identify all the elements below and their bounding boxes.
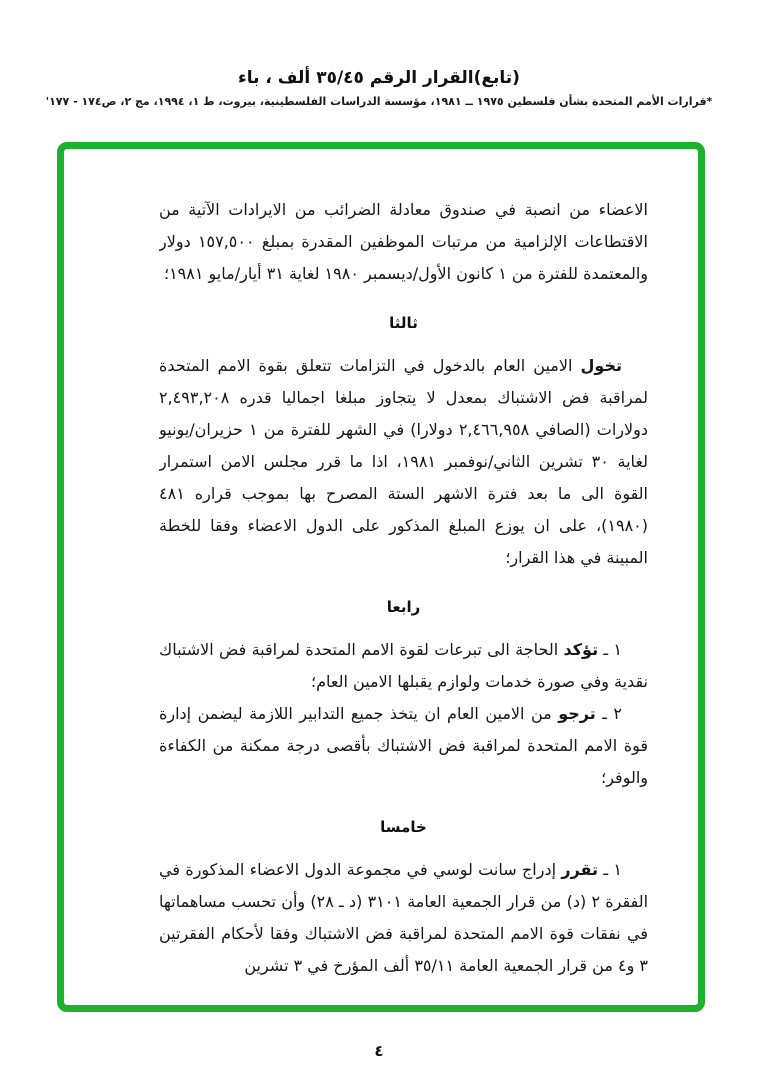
section-heading-third: ثالثا <box>389 314 418 332</box>
paragraph-text: الحاجة الى تبرعات لقوة الامم المتحدة لمراقبة فض الاشتباك نقدية وفي صورة خدمات ولوازم يقبلها الامين العام؛ <box>159 640 648 691</box>
intro-paragraph: الاعضاء من انصبة في صندوق معادلة الضرائب من الايرادات الآتية من الاقتطاعات الإلزامية من مرتبات الموظفين المقدرة بمبلغ ١٥٧,٥٠٠ دولار والمعتمدة للفترة من ١ كانون الأول/ديسمبر ١٩٨٠ لغاية ٣١ أيار/مايو ١٩٨١؛ <box>159 200 648 283</box>
paragraph-prefix: ١ ـ <box>598 860 622 879</box>
paragraph <box>159 698 648 794</box>
paragraph <box>159 350 648 574</box>
operative-verb: تقرر <box>561 860 599 879</box>
paragraph-prefix: ١ ـ <box>598 640 623 659</box>
section-heading-fifth: خامسا <box>380 818 427 836</box>
page-number: ٤ <box>374 1042 384 1060</box>
paragraph-prefix: ٢ ـ <box>595 704 622 723</box>
operative-verb: ترجو <box>558 704 596 723</box>
paragraph <box>159 634 648 698</box>
source-citation: *قرارات الأمم المتحدة بشأن فلسطين ١٩٧٥ ــ ١٩٨١، مؤسسة الدراسات الفلسطينية، بيروت، ط ١، ١٩٩٤، مج ٢، ص١٧٤ - ١٧٧' <box>45 95 713 108</box>
paragraph <box>159 854 648 982</box>
paragraph-text: الامين العام بالدخول في التزامات تتعلق بقوة الامم المتحدة لمراقبة فض الاشتباك بمعدل لا يتجاوز مبلغا اجماليا قدره ٢,٤٩٣,٢٠٨ دولارات (الصافي ٢,٤٦٦,٩٥٨ دولارا) في الشهر للفترة من ١ حزيران/يونيو لغاية ٣٠ تشرين الثاني/نوفمبر ١٩٨١، اذا ما قرر مجلس الامن استمرار القوة الى ما بعد فترة الاشهر الستة المصرح بها بموجب قراره ٤٨١ (١٩٨٠)، على ان يوزع المبلغ المذكور على الدول الاعضاء وفقا للخطة المبينة في هذا القرار؛ <box>159 356 648 567</box>
page-header <box>0 68 758 108</box>
paragraph-text: من الامين العام ان يتخذ جميع التدابير اللازمة ليضمن إدارة قوة الامم المتحدة لمراقبة فض الاشتباك بأقصى درجة ممكنة من الكفاءة والوفر؛ <box>159 704 648 787</box>
operative-verb: تخول <box>580 356 622 375</box>
operative-verb: تؤكد <box>563 640 599 659</box>
resolution-text-block <box>159 194 648 982</box>
section-heading-fourth: رابعا <box>386 598 421 616</box>
paragraph-text: إدراج سانت لوسي في مجموعة الدول الاعضاء المذكورة في الفقرة ٢ (د) من قرار الجمعية العامة ٣١٠١ (د ـ ٢٨) وأن تحسب مساهماتها في نفقات قوة الامم المتحدة لمراقبة فض الاشتباك وفقا لأحكام الفقرتين ٣ و٤ من قرار الجمعية العامة ٣٥/١١ ألف المؤرخ في ٣ تشرين <box>159 860 648 975</box>
resolution-title: (تابع)القرار الرقم ٣٥/٤٥ ألف ، باء <box>238 68 520 88</box>
